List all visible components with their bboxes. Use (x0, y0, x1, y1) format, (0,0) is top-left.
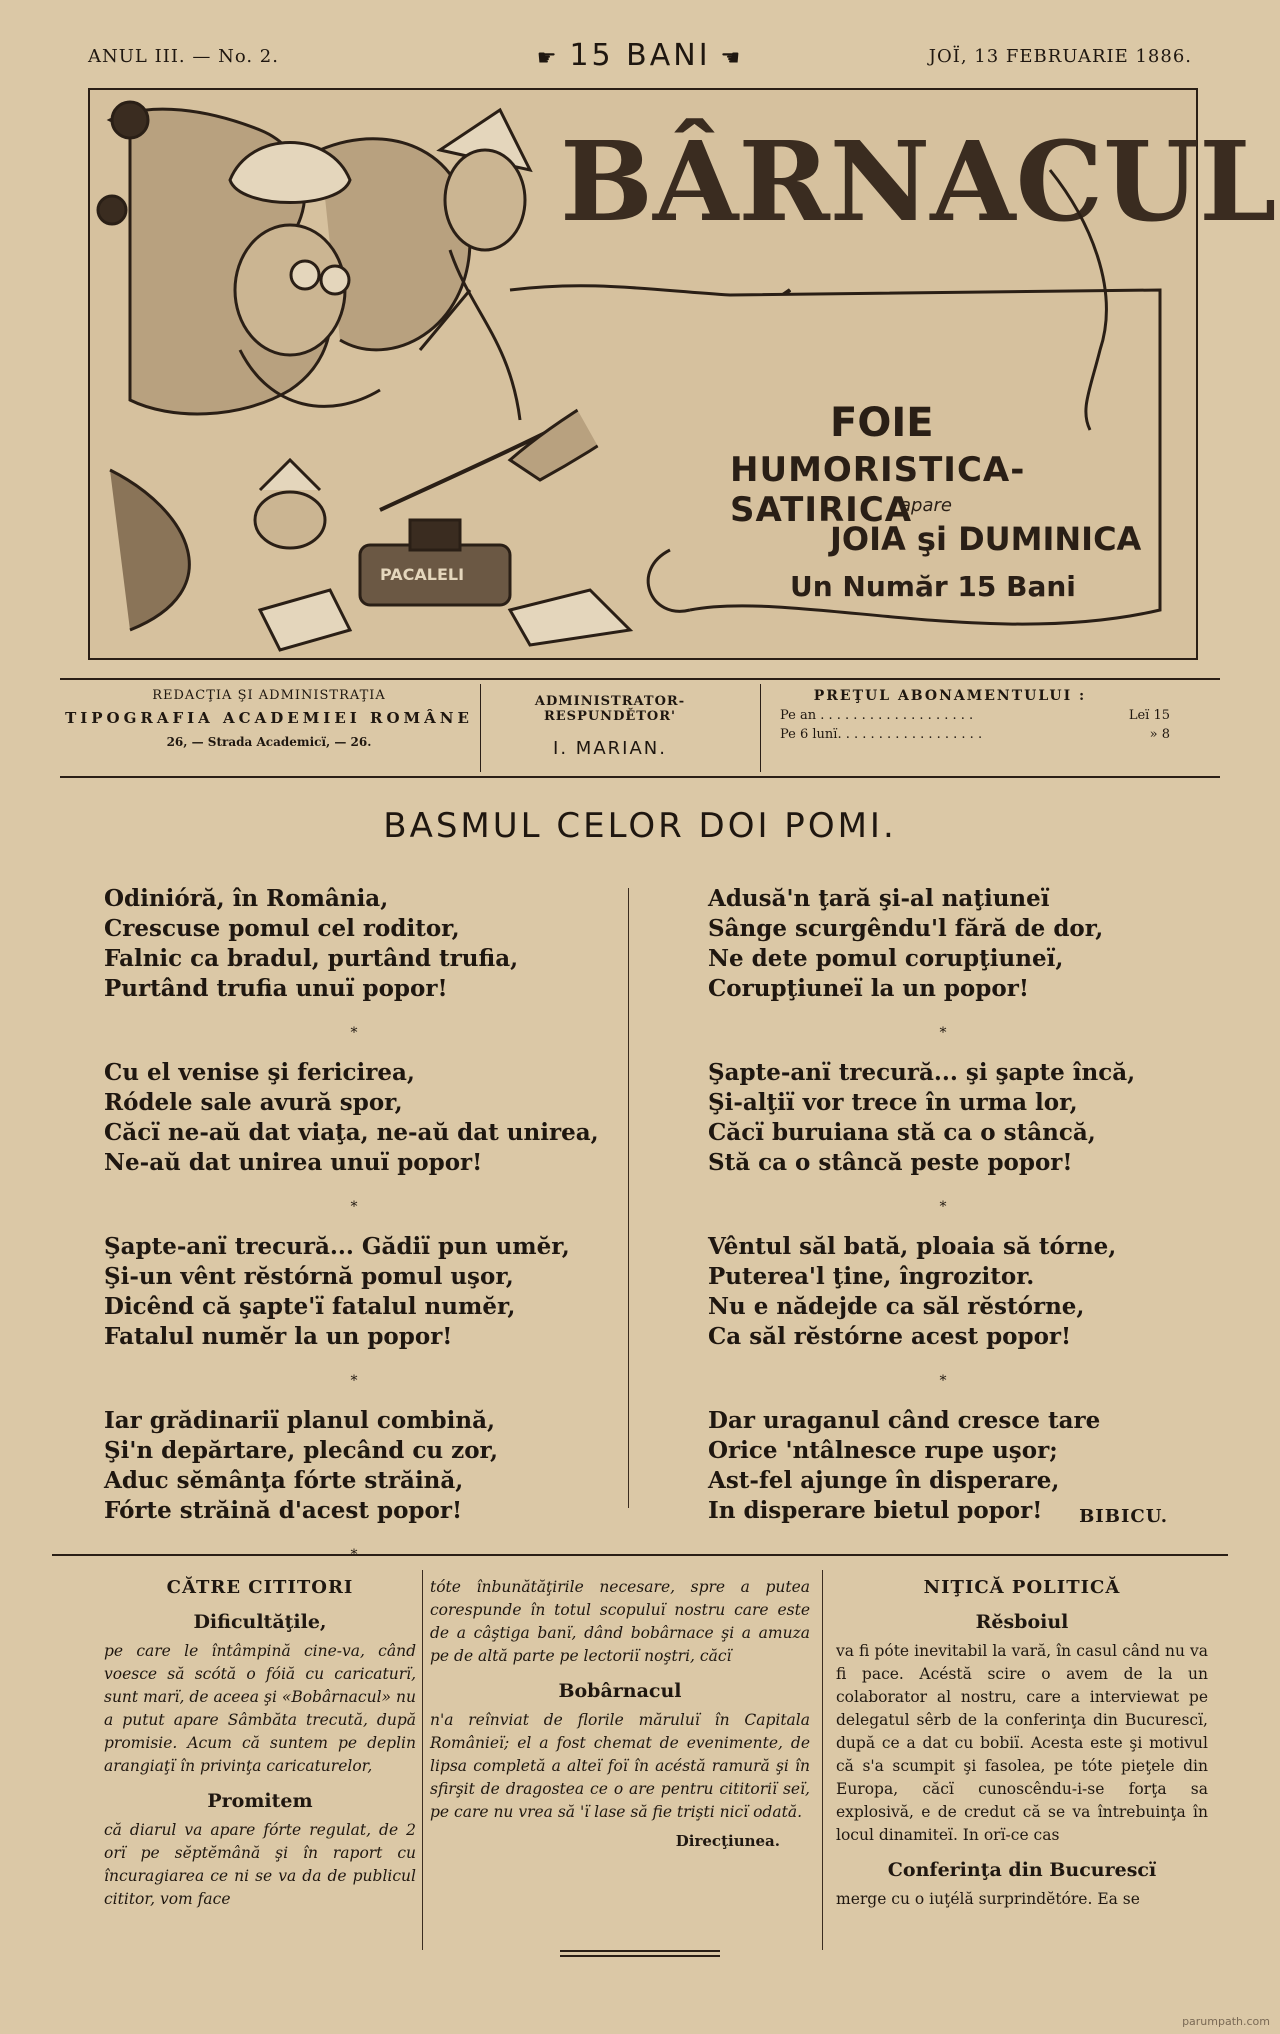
article-subheading: Promitem (207, 1790, 313, 1812)
stanza-separator: * (939, 1025, 947, 1041)
article-subheading: Dificultăţile, (193, 1611, 327, 1633)
info-divider-2 (760, 684, 761, 772)
poem-stanza (104, 1058, 604, 1178)
pointing-hand-right-icon: ☚ (720, 46, 744, 71)
poem-line: Căcï buruiana stă ca o stâncă, (708, 1119, 1096, 1146)
administrator-name: I. MARIAN. (553, 738, 667, 759)
poem-line: Ródele sale avură spor, (104, 1089, 403, 1116)
poem-line: Şi-alţiï vor trece în urma lor, (708, 1089, 1078, 1116)
poem-line: Şapte-anï trecură... şi şapte încă, (708, 1059, 1136, 1086)
poem-line: Nu e nădejde ca săl rĕstórne, (708, 1293, 1085, 1320)
poem-line: Dicênd că şapte'ï fatalul numĕr, (104, 1293, 516, 1320)
poem-right-column (708, 884, 1178, 1560)
subscription-title: PREŢUL ABONAMENTULUI : (813, 688, 1087, 704)
masthead-humoristica: HUMORISTICA-SATIRICA (730, 450, 1026, 530)
poem-author: BIBICU. (1079, 1506, 1168, 1527)
poem-line: Puterea'l ţine, îngrozitor. (708, 1263, 1035, 1290)
poem-line: Cu el venise şi fericirea, (104, 1059, 415, 1086)
poem-title: BASMUL CELOR DOI POMI. (383, 806, 897, 846)
poem-line: Stă ca o stâncă peste popor! (708, 1149, 1073, 1176)
stanza-separator: * (350, 1373, 358, 1389)
poem-stanza (708, 1232, 1178, 1352)
svg-text:BÂRNACUL: BÂRNACUL (560, 117, 1277, 246)
poem-line: In disperare bietul popor! (708, 1497, 1043, 1524)
article-paragraph: că diarul va apare fórte regulat, de 2 orï pe sĕptĕmână şi în raport cu încuragiarea ce ni se va da de publicul cititor, vom face (104, 1821, 416, 1908)
masthead-apare: apare (900, 495, 952, 516)
info-bar (60, 678, 1220, 778)
article-subheading: Rĕsboiul (975, 1611, 1069, 1633)
stanza-separator: * (350, 1025, 358, 1041)
poem-line: Adusă'n ţară şi-al naţiuneï (708, 885, 1050, 912)
article-nitica-politica (836, 1576, 1208, 1911)
stanza-separator: * (939, 1373, 947, 1389)
masthead-foie: FOIE (830, 400, 934, 446)
poem-line: Ast-fel ajunge în disperare, (708, 1467, 1060, 1494)
poem-line: Ne-aŭ dat unirea unuï popor! (104, 1149, 483, 1176)
article-continuation (430, 1576, 810, 1853)
poem-line: Căcï ne-aŭ dat viaţa, ne-aŭ dat unirea, (104, 1119, 599, 1146)
watermark: parumpath.com (1182, 2015, 1270, 2028)
poem-line: Ca săl rĕstórne acest popor! (708, 1323, 1072, 1350)
subscription-row (780, 708, 1170, 723)
article-subheading: Bobârnacul (558, 1680, 682, 1702)
poem-line: Vêntul săl bată, ploaia să tórne, (708, 1233, 1117, 1260)
article-paragraph: va fi póte inevitabil la vară, în casul când nu va fi pace. Acéstă scire o avem de la un colaborator al nostru, care a interviewat pe delegatul sêrb de la conferinţa din Bucurescï, după ce a dat cu bobiï. Acesta este şi motivul că s'a scumpit şi fasolea, pe tóte pieţele din Europa, căcï cunoscêndu-i-se forţa sa explosivă, e de credut că se va întrebuinţa în locul dinamiteï. In orï-ce cas (836, 1642, 1208, 1844)
end-rule (560, 1950, 720, 1952)
poem-line: Fatalul numĕr la un popor! (104, 1323, 453, 1350)
poem-line: Şapte-anï trecură... Gădiï pun umĕr, (104, 1233, 570, 1260)
poem-line: Crescuse pomul cel roditor, (104, 915, 460, 942)
article-catre-cititori (104, 1576, 416, 1911)
poem-line: Ne dete pomul corupţiuneï, (708, 945, 1064, 972)
poem-line: Aduc sĕmânţa fórte străină, (104, 1467, 464, 1494)
issue-number: ANUL III. — No. 2. (88, 46, 279, 67)
article-subheading: Conferinţa din Bucurescï (887, 1859, 1157, 1881)
section-divider (52, 1554, 1228, 1556)
poem-left-column (104, 884, 604, 1580)
price-text: 15 BANI (569, 38, 711, 73)
article-title: NIŢICĂ POLITICĂ (923, 1577, 1121, 1598)
poem-line: Şi'n depărtare, plecând cu zor, (104, 1437, 498, 1464)
subscription-period: Pe an . . . . . . . . . . . . . . . . . . . (780, 708, 974, 723)
poem-line: Şi-un vênt rĕstórnă pomul uşor, (104, 1263, 514, 1290)
subscription-info (780, 688, 1260, 742)
redaction-info (60, 688, 478, 749)
column-divider (422, 1570, 423, 1950)
poem-stanza (104, 1406, 604, 1526)
poem-line: Purtând trufia unuï popor! (104, 975, 448, 1002)
subscription-period: Pe 6 lunï. . . . . . . . . . . . . . . . . . (780, 727, 983, 742)
article-title: CĂTRE CITITORI (166, 1577, 354, 1598)
masthead-illustration (88, 88, 1277, 660)
poem-stanza (104, 884, 604, 1004)
masthead-joia-duminica: JOIA şi DUMINICA (830, 520, 1142, 558)
subscription-row (780, 727, 1170, 742)
poem-line: Fórte străină d'acest popor! (104, 1497, 463, 1524)
top-line (88, 38, 1192, 78)
poem-line: Dar uraganul când cresce tare (708, 1407, 1101, 1434)
poem-stanza (104, 1232, 604, 1352)
redaction-label: REDACŢIA ŞI ADMINISTRAŢIA (152, 688, 386, 703)
poem-line: Falnic ca bradul, purtând trufia, (104, 945, 519, 972)
poem-stanza (708, 1058, 1178, 1178)
inkpot-label: PACALELI (380, 565, 465, 584)
poem-stanza (708, 884, 1178, 1004)
poem-line: Sânge scurgêndu'l fără de dor, (708, 915, 1104, 942)
article-paragraph: n'a reînviat de florile măruluï în Capitala Românieï; el a fost chemat de evenimente, de lipsa completă a alteï foï în acéstă ramură şi în sfirşit de dragostea ce o are pentru cititoriï seï, pe care nu vrea să 'ï lase să fie trişti nicï odată. (430, 1711, 810, 1821)
pointing-hand-left-icon: ☛ (536, 46, 560, 71)
column-divider (822, 1570, 823, 1950)
stanza-separator: * (939, 1199, 947, 1215)
poem-line: Corupţiuneï la un popor! (708, 975, 1029, 1002)
masthead-numar: Un Număr 15 Bani (790, 570, 1076, 603)
subscription-price: » 8 (1149, 727, 1170, 742)
article-paragraph: pe care le întâmpină cine-va, când voesce să scótă o fóiă cu caricaturï, sunt marï, de aceea şi «Bobârnacul» nu a putut apare Sâmbăta trecută, după promisie. Acum că suntem pe deplin arangiaţï în privinţa caricaturelor, (104, 1642, 416, 1775)
price-banner (527, 38, 754, 73)
poem-line: Orice 'ntâlnesce rupe uşor; (708, 1437, 1058, 1464)
poem-column-divider (628, 888, 629, 1508)
stanza-separator: * (350, 1199, 358, 1215)
end-rule (560, 1955, 720, 1957)
article-paragraph: merge cu o iuţélă surprindĕtóre. Ea se (836, 1890, 1140, 1908)
subscription-price: Leï 15 (1128, 708, 1170, 723)
address: 26, — Strada Academicï, — 26. (166, 735, 372, 749)
printing-house: TIPOGRAFIA ACADEMIEI ROMÂNE (65, 709, 473, 727)
administrator-label: ADMINISTRATOR-RESPUNDĔTOR' (534, 694, 686, 724)
issue-date: JOÏ, 13 FEBRUARIE 1886. (928, 46, 1192, 67)
poem-line: Iar grădinariï planul combină, (104, 1407, 495, 1434)
article-paragraph: tóte înbunătăţirile necesare, spre a putea corespunde în totul scopuluï nostru care este de a câştiga banï, dând bobârnace şi a amuza pe de altă parte pe lectoriï noştri, căcï (430, 1578, 810, 1665)
administrator-info (480, 688, 740, 759)
article-signature: Direcţiunea. (675, 1832, 780, 1850)
poem-line: Odinióră, în România, (104, 885, 389, 912)
